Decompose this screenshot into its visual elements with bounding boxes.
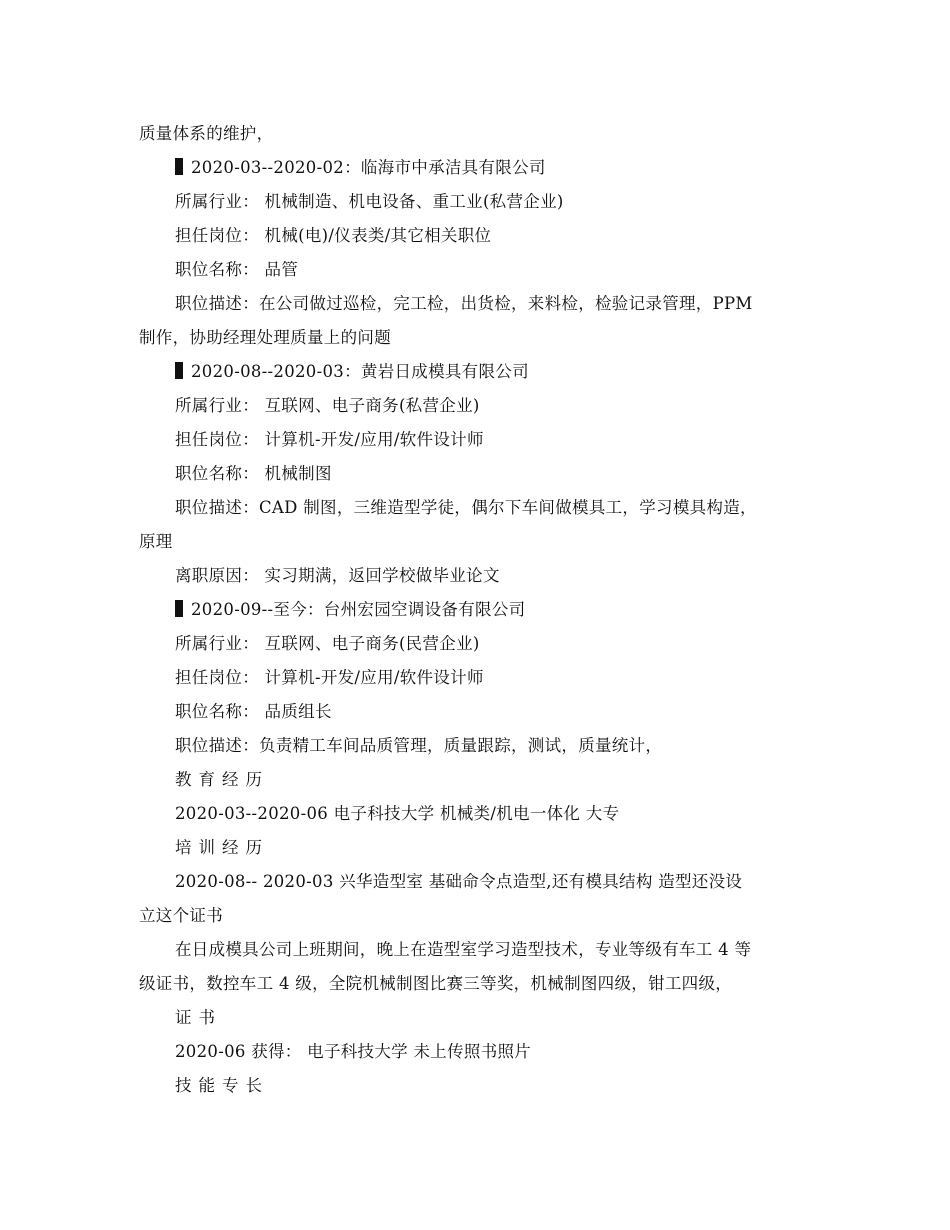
training-entry-continued: 立这个证书 xyxy=(139,906,223,925)
job-position-category: 担任岗位： 机械(电)/仪表类/其它相关职位 xyxy=(175,226,492,245)
bullet-marker-icon xyxy=(175,362,183,379)
job-entry-heading xyxy=(139,593,819,627)
job-title: 职位名称： 品管 xyxy=(175,260,299,279)
job-description: 职位描述：负责精工车间品质管理，质量跟踪，测试，质量统计， xyxy=(175,736,663,755)
training-description: 在日成模具公司上班期间，晚上在造型室学习造型技术，专业等级有车工 4 等 xyxy=(175,940,752,959)
job-title: 职位名称： 品质组长 xyxy=(175,702,332,721)
training-entry: 2020-08-- 2020-03 兴华造型室 基础命令点造型,还有模具结构 造型还没设 xyxy=(175,872,743,891)
job-industry: 所属行业： 互联网、电子商务(民营企业) xyxy=(175,634,480,653)
job-entry-title: 2020-09--至今：台州宏园空调设备有限公司 xyxy=(191,600,526,619)
job-industry: 所属行业： 互联网、电子商务(私营企业) xyxy=(175,396,480,415)
education-entry: 2020-03--2020-06 电子科技大学 机械类/机电一体化 大专 xyxy=(175,804,620,823)
job-entry-title: 2020-08--2020-03：黄岩日成模具有限公司 xyxy=(191,362,529,381)
job-description-continued: 原理 xyxy=(139,532,173,551)
section-heading-certificates: 证书 xyxy=(175,1008,222,1027)
certificate-entry: 2020-06 获得： 电子科技大学 未上传照书照片 xyxy=(175,1042,532,1061)
resume-content xyxy=(139,117,819,1103)
job-entry-heading xyxy=(139,355,819,389)
job-leave-reason: 离职原因： 实习期满，返回学校做毕业论文 xyxy=(175,566,500,585)
job-description: 职位描述：CAD 制图，三维造型学徒，偶尔下车间做模具工，学习模具构造， xyxy=(175,498,757,517)
job-title: 职位名称： 机械制图 xyxy=(175,464,332,483)
bullet-marker-icon xyxy=(175,600,183,617)
training-description-continued: 级证书，数控车工 4 级，全院机械制图比赛三等奖，机械制图四级，钳工四级， xyxy=(139,974,733,993)
job-position-category: 担任岗位： 计算机-开发/应用/软件设计师 xyxy=(175,430,484,449)
section-heading-training: 培训经历 xyxy=(175,838,269,857)
job-entry-title: 2020-03--2020-02：临海市中承洁具有限公司 xyxy=(191,158,546,177)
job-description: 职位描述：在公司做过巡检，完工检，出货检，来料检，检验记录管理，PPM xyxy=(175,294,753,313)
job-position-category: 担任岗位： 计算机-开发/应用/软件设计师 xyxy=(175,668,484,687)
job-description-continued: 制作，协助经理处理质量上的问题 xyxy=(139,328,391,347)
bullet-marker-icon xyxy=(175,158,183,175)
section-heading-skills: 技能专长 xyxy=(175,1076,269,1095)
job-entry-heading xyxy=(139,151,819,185)
section-heading-education: 教育经历 xyxy=(175,770,269,789)
text-line: 质量体系的维护， xyxy=(139,124,274,143)
job-industry: 所属行业： 机械制造、机电设备、重工业(私营企业) xyxy=(175,192,564,211)
